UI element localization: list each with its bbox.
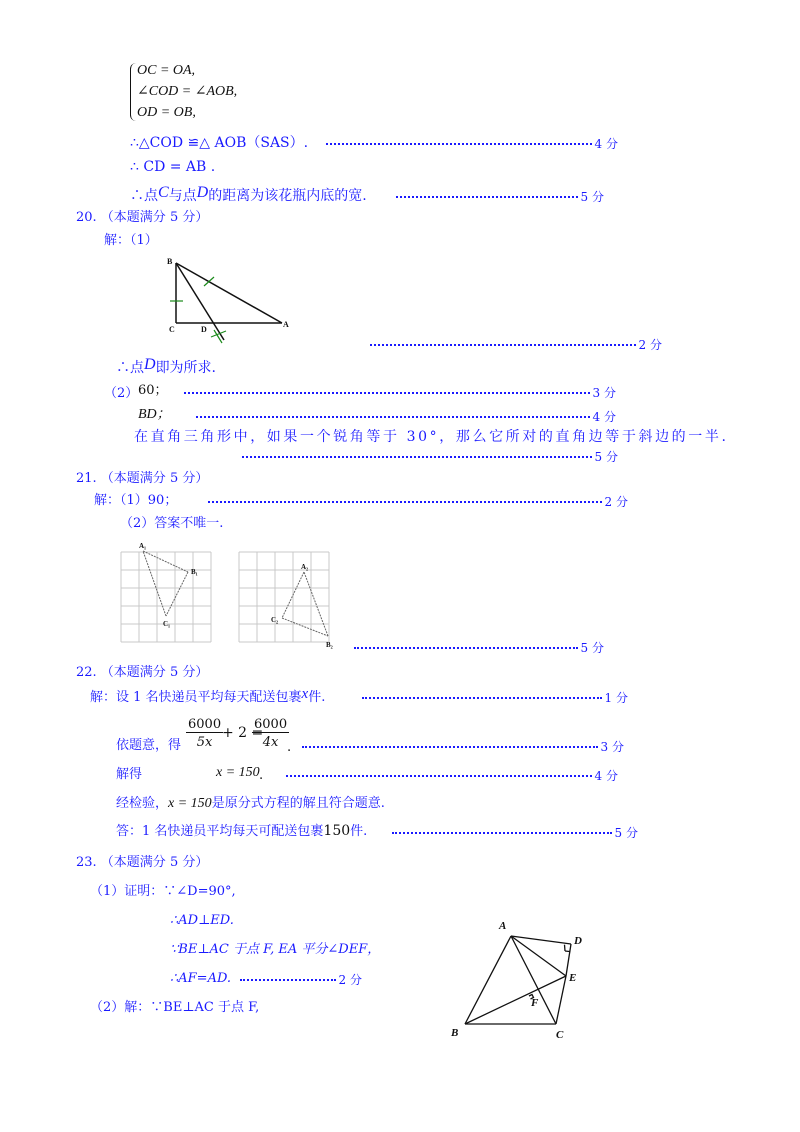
system-line-1: OC = OA, [137, 63, 196, 78]
right-angle-mark [565, 951, 571, 952]
dotted-leader [396, 196, 578, 198]
final-answer [116, 824, 367, 838]
text-fragment: 解：设 1 名快递员平均每天配送包裹 [90, 690, 302, 705]
distance-conclusion [130, 184, 367, 204]
score-leader [242, 449, 618, 463]
fraction-left [186, 717, 223, 750]
vertex-label: B [451, 1027, 459, 1039]
part-2-label: （2） [104, 386, 139, 401]
vertex-label: B₁ [191, 568, 198, 576]
score-leader [370, 337, 662, 351]
text-fragment: 答：1 名快递员平均每天可配送包裹 [116, 824, 324, 839]
segment-ac [511, 936, 556, 1024]
score-label: 3 分 [592, 385, 616, 400]
score-label: 4 分 [592, 409, 616, 424]
quadrilateral-figure [446, 914, 596, 1046]
question-header: 23. （本题满分 5 分） [76, 855, 209, 870]
equation-system-brace [130, 63, 136, 121]
vertex-label: E [569, 972, 577, 984]
bisector-line [176, 263, 224, 340]
answer-number: 150 [323, 823, 351, 839]
score-leader [354, 640, 604, 654]
solution-part-1: 解：（1） [104, 233, 158, 248]
text-fragment: 的距离为该花瓶内底的宽. [208, 188, 367, 204]
dotted-leader [286, 775, 592, 777]
solve-label: 解得 [116, 767, 143, 782]
solution-equation: x = 150 [216, 765, 260, 780]
score-leader [240, 972, 362, 986]
fraction-numerator: 6000 [254, 717, 288, 732]
point-d-found [116, 356, 217, 376]
dotted-leader [354, 647, 578, 649]
segment-ec [556, 976, 566, 1024]
arc-mark [214, 330, 222, 343]
cd-equals-ab: ∴ CD = AB . [130, 159, 216, 175]
score-leader [362, 690, 628, 704]
score-label: 5 分 [594, 449, 618, 464]
score-label: 2 分 [338, 972, 362, 987]
proof-line-4: ∴AF=AD. [170, 971, 232, 986]
text-fragment: 即为所求. [155, 360, 217, 376]
fraction-numerator: 6000 [188, 717, 222, 732]
bd-answer: BD； [138, 407, 171, 422]
dotted-leader [240, 979, 336, 981]
score-label: 4 分 [594, 768, 618, 783]
part-2-answer: 60； [138, 383, 168, 398]
vertex-label: C₂ [271, 616, 279, 624]
var-x: x [301, 686, 309, 702]
score-leader [326, 136, 618, 150]
score-leader [302, 739, 624, 753]
score-label: 5 分 [580, 189, 604, 204]
vertex-label: D [574, 935, 582, 947]
text-fragment: 与点 [168, 188, 197, 204]
text-fragment: 是原分式方程的解且符合题意. [211, 796, 385, 811]
dotted-leader [184, 392, 590, 394]
verification-line [116, 797, 385, 811]
score-leader [208, 494, 628, 508]
edge-ba [176, 263, 282, 323]
theorem-statement: 在直角三角形中，如果一个锐角等于 30°，那么它所对的直角边等于斜边的一半. [134, 429, 729, 445]
vertex-label: B [167, 257, 173, 266]
score-leader [286, 768, 618, 782]
vertex-label: C [169, 325, 175, 334]
solution-equation: x = 150 [168, 796, 212, 811]
equation-intro: 依题意，得 [116, 738, 182, 753]
grid-lines [121, 552, 211, 642]
arc-mark [204, 277, 214, 286]
score-label: 4 分 [594, 136, 618, 151]
equation-period: . [287, 740, 292, 755]
vertex-label: A [499, 920, 507, 932]
vertex-label: C [556, 1029, 564, 1041]
text-fragment: ∴点 [130, 188, 158, 204]
right-angle-mark [565, 945, 566, 951]
right-triangle-figure [162, 254, 300, 346]
score-label: 3 分 [600, 739, 624, 754]
grid-rotation-figure-2 [236, 550, 340, 650]
text-fragment: 件. [350, 824, 368, 839]
vertex-label: A [283, 320, 289, 329]
question-header: 21. （本题满分 5 分） [76, 471, 209, 486]
score-leader [392, 825, 638, 839]
equation-middle: + 2 = [222, 725, 264, 741]
score-label: 5 分 [614, 825, 638, 840]
fraction-denominator: 4x [262, 735, 279, 750]
vertex-label: D [201, 325, 207, 334]
dotted-leader [326, 143, 592, 145]
solution-line-5: （2）解：∵BE⊥AC 于点 F, [90, 1000, 260, 1015]
dotted-leader [370, 344, 636, 346]
figure-lines [465, 936, 571, 1024]
dotted-leader [196, 416, 590, 418]
triangle-edges [176, 263, 282, 340]
point-c-var: C [158, 184, 169, 201]
segment-ab [465, 936, 511, 1024]
dotted-leader [362, 697, 602, 699]
text-fragment: 经检验， [116, 796, 169, 811]
point-d-var: D [144, 356, 156, 373]
vertex-label: B₂ [326, 641, 333, 649]
solution-period: . [259, 768, 264, 783]
vertex-label: A₂ [301, 563, 309, 571]
grid-rotation-figure-1 [118, 542, 218, 646]
fraction-right [252, 717, 289, 750]
system-line-2: ∠COD = ∠AOB, [137, 84, 238, 99]
score-leader [184, 385, 616, 399]
point-d-var: D [196, 184, 209, 201]
vertex-label: A₁ [139, 542, 147, 550]
triangle-outline [282, 572, 328, 636]
vertex-label: C₁ [163, 620, 171, 628]
dotted-leader [242, 456, 592, 458]
proof-line-1: （1）证明：∵∠D=90°, [90, 884, 236, 899]
grid-lines [239, 552, 329, 642]
question-header: 20. （本题满分 5 分） [76, 210, 209, 225]
dotted-leader [302, 746, 598, 748]
dotted-leader [208, 501, 602, 503]
segment-be [465, 976, 566, 1024]
question-header: 22. （本题满分 5 分） [76, 665, 209, 680]
part-1-answer: 解：（1）90； [94, 493, 178, 508]
text-fragment: 件. [308, 690, 326, 705]
vertex-label: F [531, 997, 539, 1009]
proof-line-2: ∴AD⊥ED. [170, 913, 234, 928]
text-fragment: ∴点 [116, 360, 144, 376]
proof-line-3: ∵BE⊥AC 于点 F, EA 平分∠DEF， [170, 942, 381, 957]
dotted-leader [392, 832, 612, 834]
score-label: 1 分 [604, 690, 628, 705]
congruence-conclusion: ∴△COD ≌△ AOB（SAS）. [130, 135, 309, 151]
score-label: 2 分 [638, 337, 662, 352]
system-line-3: OD = OB, [137, 105, 196, 120]
score-leader [396, 189, 604, 203]
score-label: 2 分 [604, 494, 628, 509]
score-leader [196, 409, 616, 423]
part-2-answer: （2）答案不唯一. [120, 516, 224, 531]
variable-setup [90, 686, 326, 705]
score-label: 5 分 [580, 640, 604, 655]
fraction-denominator: 5x [196, 735, 213, 750]
